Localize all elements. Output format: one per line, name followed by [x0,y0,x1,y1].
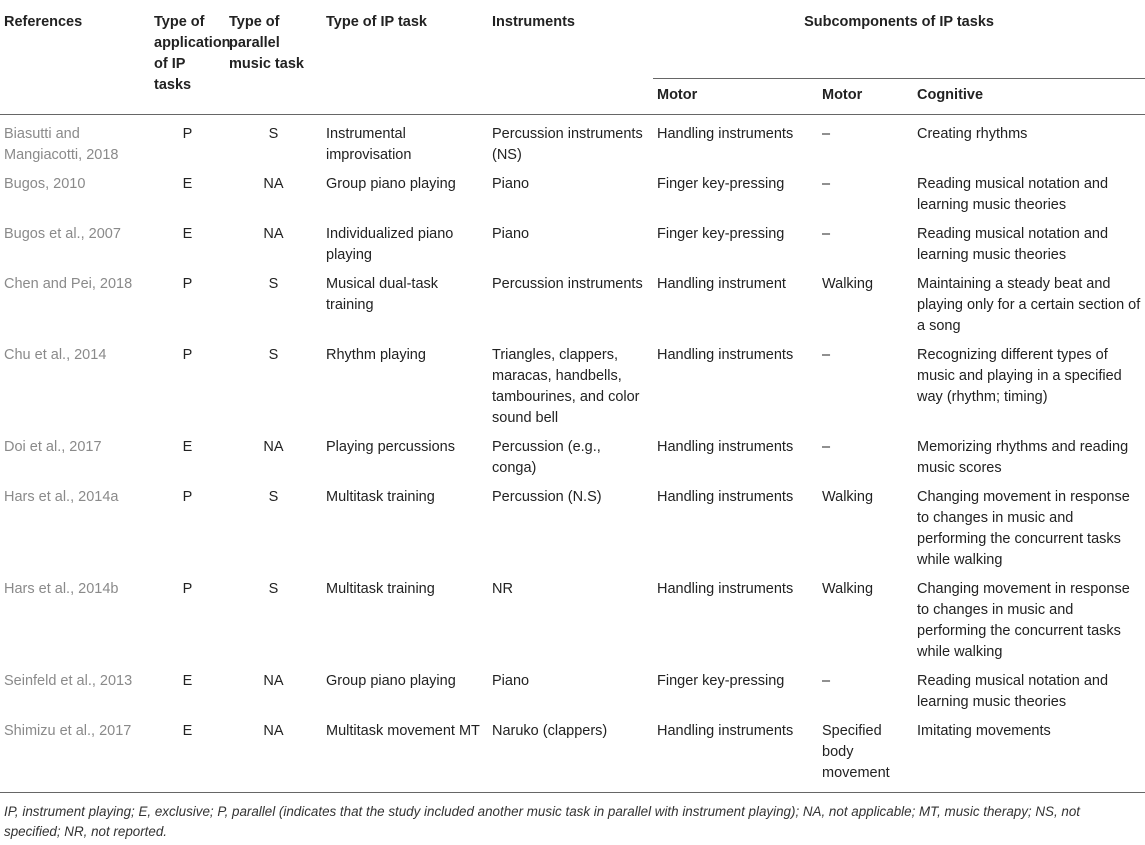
cell-parallel: NA [263,673,284,689]
cell-parallel: S [268,489,279,505]
cell-parallel: S [268,581,279,597]
cell-cognitive: Changing movement in response to changes in music and performing the concurrent tasks while walking [917,581,1130,660]
cell-parallel: S [268,347,279,363]
cell-motor-2: – [822,347,831,363]
cell-motor-1: Handling instruments [657,126,794,142]
cell-application: P [182,489,193,505]
cell-reference[interactable]: Shimizu et al., 2017 [4,723,132,739]
cell-application: E [182,226,193,242]
cell-reference[interactable]: Biasutti and Mangiacotti, 2018 [4,126,119,163]
cell-parallel: NA [263,723,284,739]
cell-reference[interactable]: Bugos, 2010 [4,176,86,192]
cell-reference[interactable]: Doi et al., 2017 [4,439,102,455]
cell-ip-task: Musical dual-task training [326,276,439,313]
cell-application: P [182,347,193,363]
table-row [0,269,1145,340]
cell-cognitive: Memorizing rhythms and reading music scores [917,439,1129,476]
table-body [0,115,1145,793]
cell-motor-2: Walking [822,489,874,505]
cell-motor-1: Handling instruments [657,723,794,739]
header-type-application: Type of application of IP tasks [154,14,231,93]
header-motor-1: Motor [657,87,698,103]
table-row [0,432,1145,482]
table-header [0,0,1145,115]
cell-motor-1: Finger key-pressing [657,176,785,192]
table-row [0,169,1145,219]
cell-application: E [182,439,193,455]
cell-cognitive: Reading musical notation and learning music theories [917,176,1109,213]
cell-motor-1: Finger key-pressing [657,673,785,689]
cell-cognitive: Reading musical notation and learning music theories [917,673,1109,710]
cell-cognitive: Maintaining a steady beat and playing only for a certain section of a song [917,276,1141,334]
header-motor-2: Motor [822,87,863,103]
cell-instruments: Percussion (e.g., conga) [492,439,601,476]
cell-reference[interactable]: Chen and Pei, 2018 [4,276,133,292]
table-row [0,115,1145,170]
cell-instruments: NR [492,581,513,597]
cell-ip-task: Multitask training [326,581,435,597]
header-type-ip-task: Type of IP task [326,14,427,30]
cell-motor-1: Handling instruments [657,581,794,597]
table-row [0,340,1145,432]
cell-application: E [182,673,193,689]
cell-cognitive: Reading musical notation and learning music theories [917,226,1109,263]
cell-reference[interactable]: Bugos et al., 2007 [4,226,121,242]
cell-parallel: NA [263,439,284,455]
cell-ip-task: Individualized piano playing [326,226,454,263]
cell-ip-task: Playing percussions [326,439,455,455]
cell-reference[interactable]: Seinfeld et al., 2013 [4,673,133,689]
cell-application: E [182,723,193,739]
cell-parallel: NA [263,176,284,192]
cell-instruments: Piano [492,673,530,689]
header-references: References [4,14,83,30]
table-row [0,666,1145,716]
cell-motor-1: Handling instrument [657,276,786,292]
cell-motor-2: – [822,439,831,455]
cell-instruments: Naruko (clappers) [492,723,608,739]
cell-instruments: Triangles, clappers, maracas, handbells, tambourines, and color sound bell [492,347,640,426]
cell-parallel: S [268,126,279,142]
cell-ip-task: Instrumental improvisation [326,126,412,163]
header-cognitive: Cognitive [917,87,984,103]
cell-motor-2: Walking [822,276,874,292]
cell-application: P [182,126,193,142]
cell-instruments: Percussion (N.S) [492,489,602,505]
cell-reference[interactable]: Hars et al., 2014a [4,489,119,505]
cell-ip-task: Multitask training [326,489,435,505]
header-instruments: Instruments [492,14,575,30]
cell-cognitive: Changing movement in response to changes in music and performing the concurrent tasks while walking [917,489,1130,568]
cell-instruments: Percussion instruments (NS) [492,126,643,163]
cell-parallel: S [268,276,279,292]
cell-motor-1: Finger key-pressing [657,226,785,242]
cell-ip-task: Rhythm playing [326,347,426,363]
cell-application: P [182,276,193,292]
cell-motor-2: – [822,226,831,242]
cell-ip-task: Multitask movement MT [326,723,480,739]
table-row [0,574,1145,666]
table-row [0,219,1145,269]
cell-cognitive: Imitating movements [917,723,1051,739]
cell-ip-task: Group piano playing [326,673,456,689]
cell-parallel: NA [263,226,284,242]
cell-reference[interactable]: Chu et al., 2014 [4,347,107,363]
cell-instruments: Piano [492,226,530,242]
cell-ip-task: Group piano playing [326,176,456,192]
cell-motor-1: Handling instruments [657,439,794,455]
cell-motor-2: – [822,176,831,192]
cell-cognitive: Creating rhythms [917,126,1028,142]
table-row [0,482,1145,574]
cell-application: E [182,176,193,192]
cell-instruments: Percussion instruments [492,276,643,292]
table-footnote: IP, instrument playing; E, exclusive; P, parallel (indicates that the study included another music task in parallel with instrument playing); NA, not applicable; MT, music therapy; NS, not specified; NR, not reported. [4,804,1081,839]
cell-instruments: Piano [492,176,530,192]
header-subcomponents: Subcomponents of IP tasks [653,0,1145,79]
cell-motor-1: Handling instruments [657,489,794,505]
cell-reference[interactable]: Hars et al., 2014b [4,581,119,597]
header-type-parallel: Type of parallel music task [229,14,304,72]
cell-motor-1: Handling instruments [657,347,794,363]
table-row [0,716,1145,793]
cell-cognitive: Recognizing different types of music and playing in a specified way (rhythm; timing) [917,347,1122,405]
cell-motor-2: Walking [822,581,874,597]
cell-application: P [182,581,193,597]
cell-motor-2: – [822,673,831,689]
cell-motor-2: – [822,126,831,142]
cell-motor-2: Specified body movement [822,723,890,781]
